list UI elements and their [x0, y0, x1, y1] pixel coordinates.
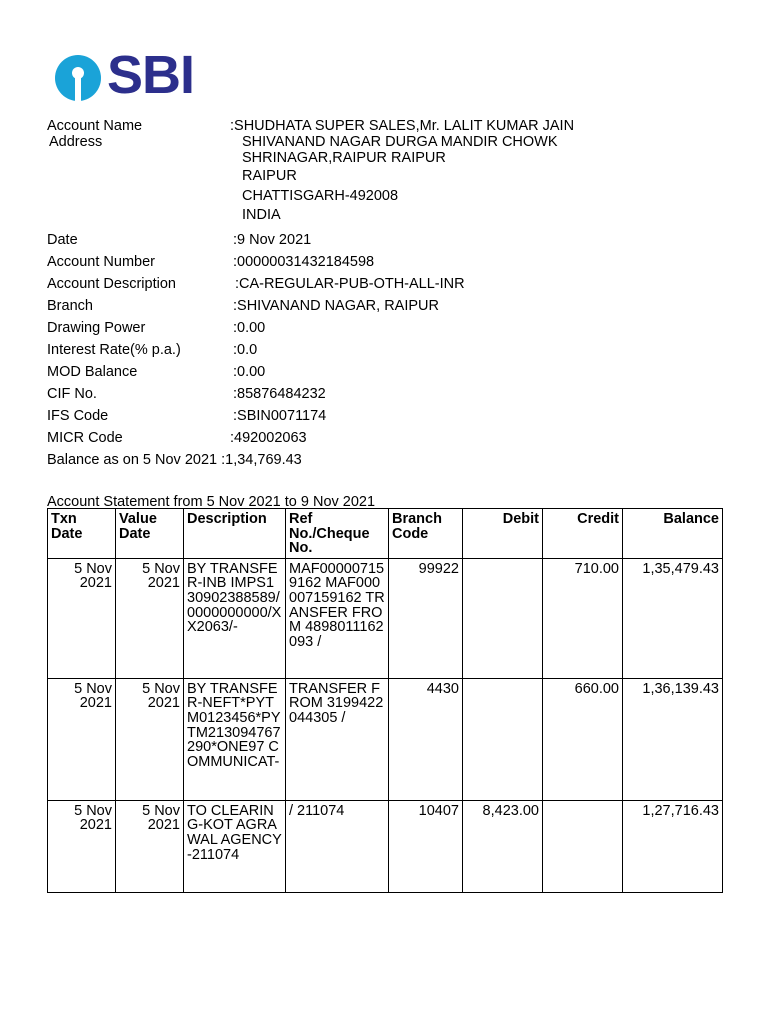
table-row — [48, 800, 723, 892]
drawing-power-value: :0.00 — [233, 320, 266, 336]
account-name-label: Account Name — [47, 118, 143, 134]
branch-code: 99922 — [389, 558, 463, 678]
branch-code: 10407 — [389, 800, 463, 892]
col-balance: Balance — [623, 509, 723, 559]
col-description: Description — [184, 509, 286, 559]
account-number-value: :00000031432184598 — [233, 254, 375, 270]
drawing-power-label: Drawing Power — [47, 320, 146, 336]
address-line: CHATTISGARH-492008 — [242, 188, 399, 204]
micr-code-label: MICR Code — [47, 430, 123, 446]
credit — [543, 800, 623, 892]
description: BY TRANSFER-INB IMPS130902388589/0000000000/XX2063/- — [184, 558, 286, 678]
table-header-row — [48, 509, 723, 559]
col-txn-date: Txn Date — [48, 509, 116, 559]
date-value: :9 Nov 2021 — [233, 232, 312, 248]
logo-text: SBI — [107, 45, 195, 105]
branch-code: 4430 — [389, 678, 463, 800]
ifs-code-label: IFS Code — [47, 408, 109, 424]
value-date: 5 Nov 2021 — [116, 800, 184, 892]
description: TO CLEARING-KOT AGRAWAL AGENCY-211074 — [184, 800, 286, 892]
description: BY TRANSFER-NEFT*PYTM0123456*PYTM213094767290*ONE97 COMMUNICAT- — [184, 678, 286, 800]
cif-value: :85876484232 — [233, 386, 326, 402]
date-label: Date — [47, 232, 78, 248]
value-date: 5 Nov 2021 — [116, 678, 184, 800]
micr-code-value: :492002063 — [230, 430, 307, 446]
sbi-logo — [55, 45, 205, 105]
balance: 1,27,716.43 — [623, 800, 723, 892]
table-row — [48, 678, 723, 800]
col-debit: Debit — [463, 509, 543, 559]
txn-date: 5 Nov 2021 — [48, 558, 116, 678]
address-line: SHIVANAND NAGAR DURGA MANDIR CHOWK — [242, 134, 558, 150]
debit — [463, 678, 543, 800]
cif-label: CIF No. — [47, 386, 97, 402]
account-number-label: Account Number — [47, 254, 155, 270]
ref-no: MAF000007159162 MAF000007159162 TRANSFER FROM 4898011162093 / — [286, 558, 389, 678]
ifs-code-value: :SBIN0071174 — [233, 408, 327, 424]
balance: 1,36,139.43 — [623, 678, 723, 800]
interest-rate-value: :0.0 — [233, 342, 258, 358]
ref-no: TRANSFER FROM 3199422044305 / — [286, 678, 389, 800]
col-ref: Ref No./Cheque No. — [286, 509, 389, 559]
balance-as-on: Balance as on 5 Nov 2021 :1,34,769.43 — [47, 452, 302, 468]
debit: 8,423.00 — [463, 800, 543, 892]
branch-label: Branch — [47, 298, 93, 314]
interest-rate-label: Interest Rate(% p.a.) — [47, 342, 181, 358]
table-row — [48, 558, 723, 678]
col-branch-code: Branch Code — [389, 509, 463, 559]
txn-date: 5 Nov 2021 — [48, 800, 116, 892]
col-value-date: Value Date — [116, 509, 184, 559]
credit: 660.00 — [543, 678, 623, 800]
address-line: SHRINAGAR,RAIPUR RAIPUR — [242, 150, 446, 166]
credit: 710.00 — [543, 558, 623, 678]
mod-balance-label: MOD Balance — [47, 364, 138, 380]
value-date: 5 Nov 2021 — [116, 558, 184, 678]
address-line: INDIA — [242, 207, 281, 223]
txn-date: 5 Nov 2021 — [48, 678, 116, 800]
account-name-value: :SHUDHATA SUPER SALES,Mr. LALIT KUMAR JAIN — [230, 118, 575, 134]
address-label: Address — [49, 134, 103, 150]
col-credit: Credit — [543, 509, 623, 559]
branch-value: :SHIVANAND NAGAR, RAIPUR — [233, 298, 439, 314]
transactions-table — [47, 508, 723, 893]
sbi-keyhole-icon — [55, 55, 101, 101]
ref-no: / 211074 — [286, 800, 389, 892]
account-description-value: :CA-REGULAR-PUB-OTH-ALL-INR — [235, 276, 465, 292]
account-description-label: Account Description — [47, 276, 176, 292]
debit — [463, 558, 543, 678]
balance: 1,35,479.43 — [623, 558, 723, 678]
address-line: RAIPUR — [242, 168, 297, 184]
statement-title: Account Statement from 5 Nov 2021 to 9 Nov 2021 — [47, 494, 376, 510]
mod-balance-value: :0.00 — [233, 364, 266, 380]
